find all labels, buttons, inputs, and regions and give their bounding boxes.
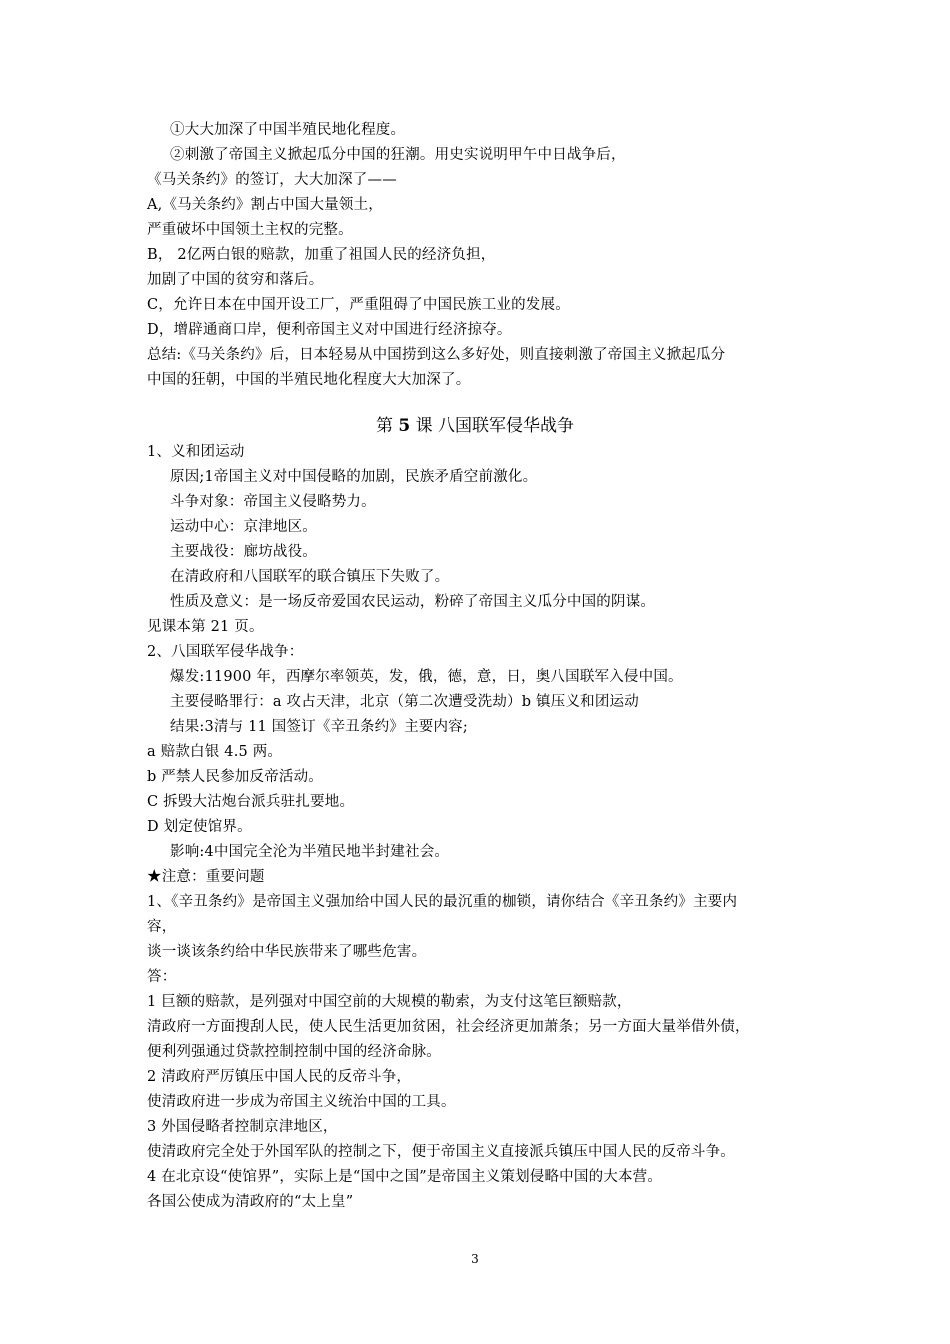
text-line: D 划定使馆界。: [147, 819, 252, 835]
text-line: 《马关条约》的签订，大大加深了——: [147, 172, 397, 188]
text-line: 主要侵略罪行：a 攻占天津，北京（第二次遭受洗劫）b 镇压义和团运动: [170, 694, 639, 710]
text-line: ②刺激了帝国主义掀起瓜分中国的狂潮。用史实说明甲午中日战争后，: [170, 147, 626, 163]
text-line: 总结:《马关条约》后，日本轻易从中国捞到这么多好处，则直接刺激了帝国主义掀起瓜分: [147, 347, 726, 363]
question-line: 容，: [147, 919, 177, 935]
text-line: b 严禁人民参加反帝活动。: [147, 769, 323, 785]
answer-line: 4 在北京设“使馆界”，实际上是“国中之国”是帝国主义策划侵略中国的大本营。: [147, 1169, 663, 1185]
lesson-number: 5: [398, 416, 411, 436]
answer-line: 3 外国侵略者控制京津地区，: [147, 1119, 338, 1135]
text-line: 爆发:11900 年，西摩尔率领英，发，俄，德，意，日，奥八国联军入侵中国。: [170, 669, 683, 685]
page-number: 3: [471, 1252, 479, 1266]
question-line: 1、《辛丑条约》是帝国主义强加给中国人民的最沉重的枷锁，请你结合《辛丑条约》主要内: [147, 894, 738, 910]
text-line: 加剧了中国的贫穷和落后。: [147, 272, 324, 288]
text-line: 影响:4中国完全沦为半殖民地半封建社会。: [170, 844, 450, 860]
lesson-title: [0, 414, 950, 438]
lesson-title-suffix: 课 八国联军侵华战争: [415, 416, 575, 436]
notice-heading: ★注意：重要问题: [147, 869, 265, 885]
lesson-title-prefix: 第: [375, 416, 393, 436]
text-line: 在清政府和八国联军的联合镇压下失败了。: [170, 569, 450, 585]
text-line: a 赔款白银 4.5 两。: [147, 744, 283, 760]
text-line: 主要战役：廊坊战役。: [170, 544, 317, 560]
text-line: D，增辟通商口岸，便利帝国主义对中国进行经济掠夺。: [147, 322, 512, 338]
section-heading: 2、八国联军侵华战争：: [147, 644, 304, 660]
text-line: C，允许日本在中国开设工厂，严重阻碍了中国民族工业的发展。: [147, 297, 570, 313]
text-line: 原因;1帝国主义对中国侵略的加剧，民族矛盾空前激化。: [170, 469, 538, 485]
section-heading: 1、义和团运动: [147, 444, 245, 460]
answer-line: 1 巨额的赔款，是列强对中国空前的大规模的勒索，为支付这笔巨额赔款，: [147, 994, 632, 1010]
text-line: 运动中心：京津地区。: [170, 519, 317, 535]
answer-line: 各国公使成为清政府的“太上皇”: [147, 1194, 354, 1210]
text-line: 见课本第 21 页。: [147, 619, 264, 635]
text-line: ①大大加深了中国半殖民地化程度。: [170, 122, 406, 138]
answer-line: 2 清政府严厉镇压中国人民的反帝斗争，: [147, 1069, 412, 1085]
text-line: 结果:3清与 11 国签订《辛丑条约》主要内容;: [170, 719, 468, 735]
text-line: A,《马关条约》割占中国大量领土，: [147, 197, 383, 213]
text-line: B， 2亿两白银的赔款，加重了祖国人民的经济负担，: [147, 247, 496, 263]
answer-line: 使清政府进一步成为帝国主义统治中国的工具。: [147, 1094, 456, 1110]
text-line: 斗争对象：帝国主义侵略势力。: [170, 494, 376, 510]
text-line: 中国的狂朝，中国的半殖民地化程度大大加深了。: [147, 372, 471, 388]
answer-line: 清政府一方面搜刮人民，使人民生活更加贫困，社会经济更加萧条；另一方面大量举借外债，: [147, 1019, 750, 1035]
answer-line: 便利列强通过贷款控制控制中国的经济命脉。: [147, 1044, 441, 1060]
text-line: 严重破坏中国领土主权的完整。: [147, 222, 353, 238]
text-line: C 拆毁大沽炮台派兵驻扎要地。: [147, 794, 355, 810]
answer-line: 使清政府完全处于外国军队的控制之下，便于帝国主义直接派兵镇压中国人民的反帝斗争。: [147, 1144, 735, 1160]
answer-label: 答：: [147, 969, 177, 985]
text-line: 性质及意义：是一场反帝爱国农民运动，粉碎了帝国主义瓜分中国的阴谋。: [170, 594, 656, 610]
question-line: 谈一谈该条约给中华民族带来了哪些危害。: [147, 944, 427, 960]
